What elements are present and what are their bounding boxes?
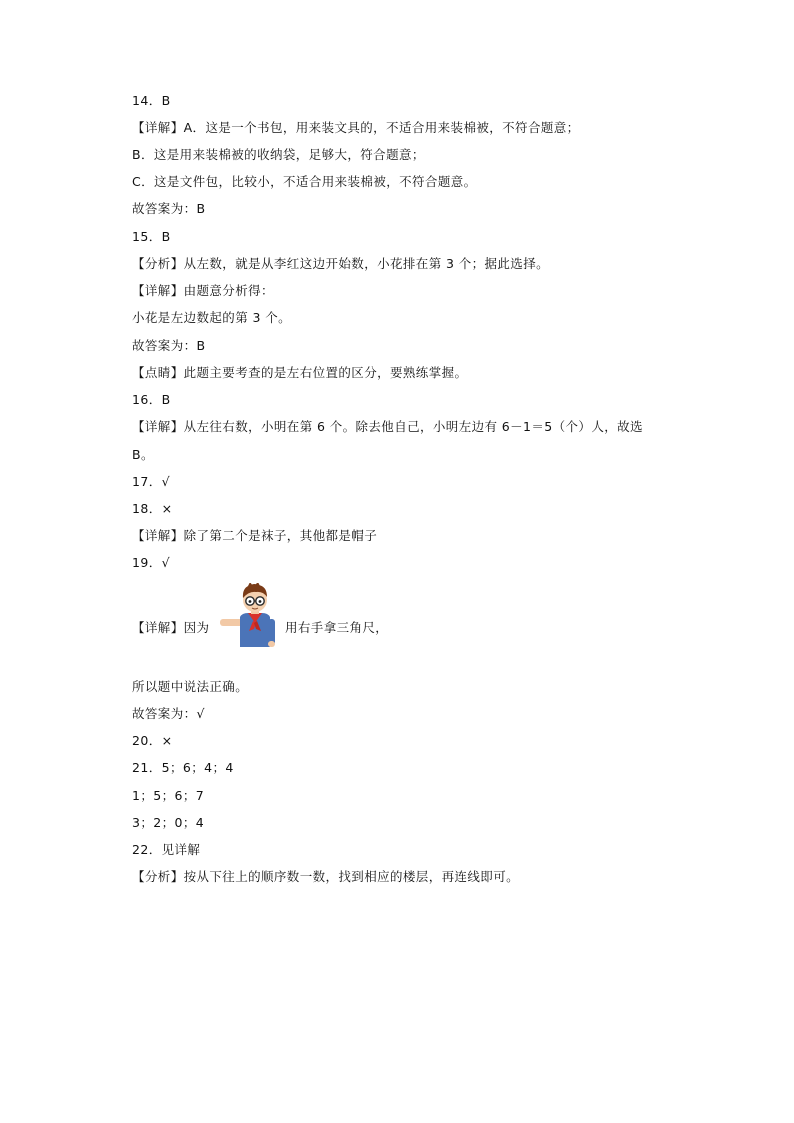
- answer-16: 16．B: [132, 392, 171, 407]
- answer-21-row2: 1；5；6；7: [132, 788, 205, 803]
- answer-21-row3: 3；2；0；4: [132, 815, 205, 830]
- answer-14: 14．B: [132, 93, 171, 108]
- detail-15-body: 小花是左边数起的第 3 个。: [132, 310, 292, 325]
- analysis-22: 【分析】按从下往上的顺序数一数，找到相应的楼层，再连线即可。: [132, 869, 520, 884]
- detail-14-c: C．这是文件包，比较小，不适合用来装棉被，不符合题意。: [132, 174, 477, 189]
- answer-19: 19．√: [132, 555, 170, 570]
- analysis-15: 【分析】从左数，就是从李红这边开始数，小花排在第 3 个；据此选择。: [132, 256, 550, 271]
- detail-16: 【详解】从左往右数，小明在第 6 个。除去他自己，小明左边有 6－1＝5（个）人，故选: [132, 419, 643, 434]
- answer-15: 15．B: [132, 229, 171, 244]
- answer-22: 22．见详解: [132, 842, 201, 857]
- detail-15: 【详解】由题意分析得：: [132, 283, 274, 298]
- detail-16-cont: B。: [132, 447, 154, 462]
- detail-18: 【详解】除了第二个是袜子，其他都是帽子: [132, 528, 378, 543]
- answer-21-row1: 21．5；6；4；4: [132, 760, 234, 775]
- final-answer-14: 故答案为：B: [132, 201, 206, 216]
- answer-18: 18．×: [132, 501, 173, 516]
- detail-19-conclusion: 所以题中说法正确。: [132, 679, 249, 694]
- boy-illustration: [218, 583, 288, 649]
- answer-17: 17．√: [132, 474, 170, 489]
- detail-19-after: 用右手拿三角尺，: [285, 620, 389, 635]
- final-answer-15: 故答案为：B: [132, 338, 206, 353]
- detail-14-a: 【详解】A．这是一个书包，用来装文具的，不适合用来装棉被，不符合题意；: [132, 120, 580, 135]
- detail-19-with-illustration: [132, 583, 552, 649]
- final-answer-19: 故答案为：√: [132, 706, 205, 721]
- detail-14-b: B．这是用来装棉被的收纳袋，足够大，符合题意；: [132, 147, 425, 162]
- answer-20: 20．×: [132, 733, 173, 748]
- comment-15: 【点睛】此题主要考查的是左右位置的区分，要熟练掌握。: [132, 365, 468, 380]
- detail-19-before: 【详解】因为: [132, 620, 210, 635]
